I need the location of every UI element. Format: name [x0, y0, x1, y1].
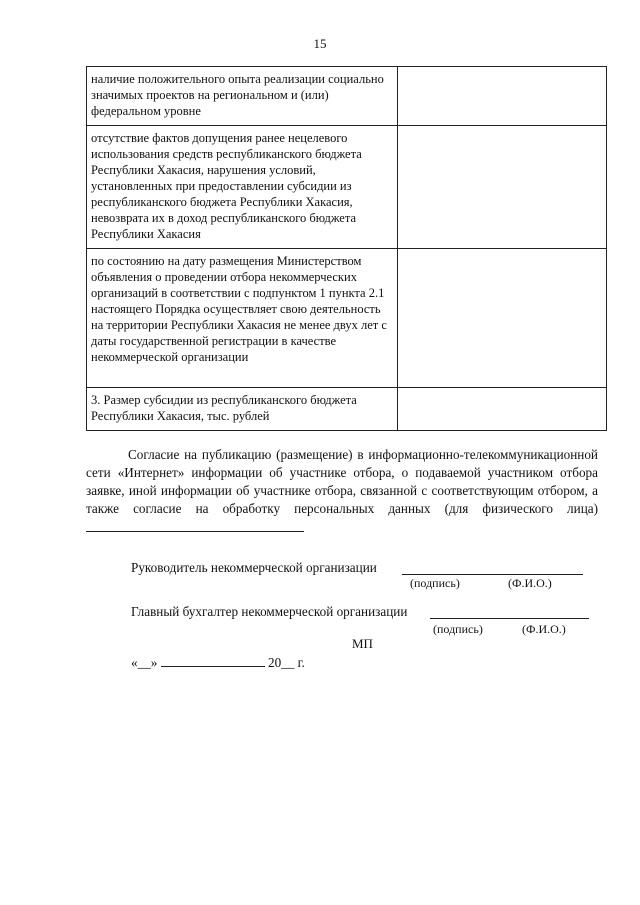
head-name-hint: (Ф.И.О.)	[508, 576, 552, 590]
consent-paragraph	[86, 446, 598, 537]
accountant-signature-label: Главный бухгалтер некоммерческой организации	[131, 604, 408, 619]
head-signature-hint: (подпись)	[410, 576, 460, 590]
criterion-value-cell[interactable]	[397, 126, 606, 249]
criterion-label: по состоянию на дату размещения Министерством объявления о проведении отбора некоммерческих организаций в соответствии с подпунктом 1 пункта 2.1 настоящего Порядка осуществляет свою деятельность на территории Республики Хакасия не менее двух лет с даты государственной регистрации в качестве некоммерческой организации	[87, 249, 398, 388]
subsidy-amount-cell[interactable]	[397, 388, 606, 431]
accountant-signature-field[interactable]	[430, 618, 589, 619]
table-row	[87, 126, 607, 249]
table-row	[87, 388, 607, 431]
consent-signature-field[interactable]	[86, 518, 304, 532]
head-signature-label: Руководитель некоммерческой организации	[131, 560, 377, 575]
accountant-signature-hint: (подпись)	[433, 622, 483, 636]
criterion-value-cell[interactable]	[397, 249, 606, 388]
stamp-mark: МП	[352, 636, 373, 651]
date-year-suffix: г.	[297, 655, 305, 670]
criterion-label: наличие положительного опыта реализации социально значимых проектов на региональном и (или) федеральном уровне	[87, 67, 398, 126]
accountant-name-hint: (Ф.И.О.)	[522, 622, 566, 636]
date-day: «__»	[131, 655, 158, 670]
page-number: 15	[313, 36, 327, 51]
head-signature-field[interactable]	[402, 574, 583, 575]
table-row	[87, 67, 607, 126]
consent-text: Согласие на публикацию (размещение) в информационно-телекоммуникационной сети «Интернет» информации об участнике отбора, о подаваемой участником отбора заявке, иной информации об участнике отбора, связанной с соответствующим отбором, а также согласие на обработку персональных данных (для физического лица)	[86, 447, 598, 516]
date-month-field[interactable]	[161, 653, 265, 667]
criterion-value-cell[interactable]	[397, 67, 606, 126]
application-table	[86, 66, 607, 431]
table-row	[87, 249, 607, 388]
criterion-label: отсутствие фактов допущения ранее нецелевого использования средств республиканского бюджета Республики Хакасия, нарушения условий, установленных при предоставлении субсидии из республиканского бюджета Республики Хакасия, невозврата их в доход республиканского бюджета Республики Хакасия	[87, 126, 398, 249]
criterion-label: 3. Размер субсидии из республиканского бюджета Республики Хакасия, тыс. рублей	[87, 388, 398, 431]
date-year: 20__	[267, 655, 295, 670]
date-line	[131, 653, 305, 671]
